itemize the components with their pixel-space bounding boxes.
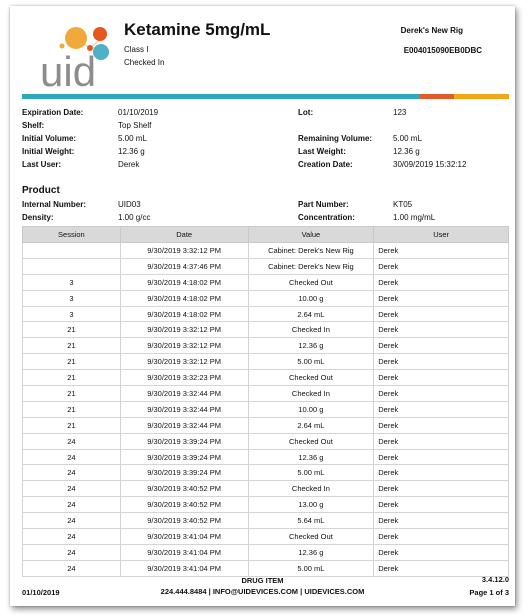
cell-date: 9/30/2019 3:32:12 PM — [120, 322, 248, 338]
table-row — [23, 258, 509, 274]
cell-session: 21 — [23, 370, 121, 386]
cell-date: 9/30/2019 3:32:12 PM — [120, 338, 248, 354]
table-row — [23, 417, 509, 433]
table-row — [23, 465, 509, 481]
accent-bar-gold — [454, 94, 509, 99]
cell-value: Cabinet: Derek's New Rig — [248, 243, 374, 259]
concentration-value: 1.00 mg/mL — [393, 213, 436, 222]
history-table — [22, 226, 509, 577]
cell-session: 24 — [23, 560, 121, 576]
cell-user: Derek — [374, 481, 509, 497]
remaining-volume-label: Remaining Volume: — [298, 134, 373, 143]
cell-session: 24 — [23, 449, 121, 465]
col-date-header: Date — [120, 227, 248, 243]
footer-page-number: Page 1 of 3 — [469, 588, 509, 597]
cell-user: Derek — [374, 306, 509, 322]
cell-value: 5.00 mL — [248, 465, 374, 481]
cell-date: 9/30/2019 3:39:24 PM — [120, 449, 248, 465]
cell-session: 24 — [23, 529, 121, 545]
creation-date-value: 30/09/2019 15:32:12 — [393, 160, 467, 169]
cell-user: Derek — [374, 274, 509, 290]
cell-value: 10.00 g — [248, 401, 374, 417]
cell-session — [23, 258, 121, 274]
cell-user: Derek — [374, 513, 509, 529]
rig-name: Derek's New Rig — [400, 26, 463, 35]
cell-session: 24 — [23, 497, 121, 513]
shelf-value: Top Shelf — [118, 121, 152, 130]
cell-value: Checked In — [248, 322, 374, 338]
density-value: 1.00 g/cc — [118, 213, 151, 222]
cell-date: 9/30/2019 4:18:02 PM — [120, 290, 248, 306]
cell-user: Derek — [374, 338, 509, 354]
cell-user: Derek — [374, 560, 509, 576]
cell-user: Derek — [374, 386, 509, 402]
report-page — [10, 6, 515, 606]
density-label: Density: — [22, 213, 54, 222]
table-row — [23, 560, 509, 576]
table-row — [23, 306, 509, 322]
cell-value: Checked In — [248, 481, 374, 497]
cell-date: 9/30/2019 3:40:52 PM — [120, 481, 248, 497]
table-row — [23, 433, 509, 449]
part-number-label: Part Number: — [298, 200, 349, 209]
cell-date: 9/30/2019 3:40:52 PM — [120, 497, 248, 513]
cell-session: 21 — [23, 417, 121, 433]
cell-value: Checked In — [248, 386, 374, 402]
remaining-volume-value: 5.00 mL — [393, 134, 422, 143]
table-row — [23, 354, 509, 370]
cell-date: 9/30/2019 3:39:24 PM — [120, 465, 248, 481]
internal-number-label: Internal Number: — [22, 200, 87, 209]
table-row — [23, 290, 509, 306]
cell-date: 9/30/2019 3:41:04 PM — [120, 529, 248, 545]
rig-id: E004015090EB0DBC — [403, 46, 482, 55]
cell-session: 24 — [23, 433, 121, 449]
table-header-row — [23, 227, 509, 243]
internal-number-value: UID03 — [118, 200, 141, 209]
cell-date: 9/30/2019 3:39:24 PM — [120, 433, 248, 449]
cell-session: 24 — [23, 465, 121, 481]
cell-session: 21 — [23, 401, 121, 417]
cell-value: 13.00 g — [248, 497, 374, 513]
creation-date-label: Creation Date: — [298, 160, 353, 169]
cell-value: Checked Out — [248, 370, 374, 386]
accent-bar-teal — [22, 94, 420, 99]
table-row — [23, 401, 509, 417]
initial-weight-label: Initial Weight: — [22, 147, 75, 156]
cell-value: Checked Out — [248, 433, 374, 449]
footer-date: 01/10/2019 — [22, 588, 60, 597]
accent-bar-orange — [420, 94, 454, 99]
cell-session: 21 — [23, 322, 121, 338]
cell-user: Derek — [374, 290, 509, 306]
cell-session: 3 — [23, 306, 121, 322]
expiration-label: Expiration Date: — [22, 108, 84, 117]
cell-session: 24 — [23, 544, 121, 560]
cell-user: Derek — [374, 465, 509, 481]
cell-user: Derek — [374, 370, 509, 386]
cell-user: Derek — [374, 449, 509, 465]
cell-date: 9/30/2019 3:32:12 PM — [120, 243, 248, 259]
cell-session: 21 — [23, 386, 121, 402]
cell-date: 9/30/2019 4:37:46 PM — [120, 258, 248, 274]
cell-user: Derek — [374, 544, 509, 560]
table-row — [23, 243, 509, 259]
uid-logo — [38, 18, 124, 90]
page-title: Ketamine 5mg/mL — [124, 20, 271, 39]
table-row — [23, 386, 509, 402]
initial-volume-value: 5.00 mL — [118, 134, 147, 143]
table-row — [23, 544, 509, 560]
table-row — [23, 513, 509, 529]
cell-value: 12.36 g — [248, 449, 374, 465]
cell-value: 5.00 mL — [248, 354, 374, 370]
last-user-value: Derek — [118, 160, 140, 169]
cell-value: 5.00 mL — [248, 560, 374, 576]
cell-date: 9/30/2019 3:32:23 PM — [120, 370, 248, 386]
initial-weight-value: 12.36 g — [118, 147, 145, 156]
table-row — [23, 529, 509, 545]
cell-user: Derek — [374, 401, 509, 417]
shelf-label: Shelf: — [22, 121, 45, 130]
last-weight-value: 12.36 g — [393, 147, 420, 156]
table-row — [23, 481, 509, 497]
footer-contact: 224.444.8484 | INFO@UIDEVICES.COM | UIDEVICES.COM — [160, 587, 365, 596]
cell-user: Derek — [374, 417, 509, 433]
cell-date: 9/30/2019 4:18:02 PM — [120, 306, 248, 322]
col-user-header: User — [374, 227, 509, 243]
drug-class: Class I — [124, 45, 149, 54]
cell-session: 24 — [23, 513, 121, 529]
cell-value: 2.64 mL — [248, 306, 374, 322]
table-body — [23, 243, 509, 577]
cell-user: Derek — [374, 243, 509, 259]
cell-session: 21 — [23, 338, 121, 354]
cell-session: 21 — [23, 354, 121, 370]
table-row — [23, 338, 509, 354]
footer-title: DRUG ITEM — [241, 576, 284, 585]
cell-value: 2.64 mL — [248, 417, 374, 433]
cell-date: 9/30/2019 3:32:12 PM — [120, 354, 248, 370]
initial-volume-label: Initial Volume: — [22, 134, 77, 143]
cell-user: Derek — [374, 529, 509, 545]
part-number-value: KT05 — [393, 200, 413, 209]
cell-value: Checked Out — [248, 529, 374, 545]
lot-value: 123 — [393, 108, 407, 117]
cell-value: Checked Out — [248, 274, 374, 290]
cell-user: Derek — [374, 322, 509, 338]
cell-session: 3 — [23, 290, 121, 306]
cell-session: 24 — [23, 481, 121, 497]
table-row — [23, 370, 509, 386]
item-status: Checked In — [124, 58, 165, 67]
cell-date: 9/30/2019 3:32:44 PM — [120, 386, 248, 402]
table-row — [23, 274, 509, 290]
cell-value: 10.00 g — [248, 290, 374, 306]
concentration-label: Concentration: — [298, 213, 355, 222]
cell-user: Derek — [374, 433, 509, 449]
cell-date: 9/30/2019 3:40:52 PM — [120, 513, 248, 529]
table-row — [23, 449, 509, 465]
footer-version: 3.4.12.0 — [481, 575, 509, 584]
cell-date: 9/30/2019 3:32:44 PM — [120, 401, 248, 417]
table-row — [23, 497, 509, 513]
col-value-header: Value — [248, 227, 374, 243]
cell-value: Cabinet: Derek's New Rig — [248, 258, 374, 274]
cell-user: Derek — [374, 258, 509, 274]
product-heading: Product — [22, 185, 60, 196]
cell-value: 12.36 g — [248, 338, 374, 354]
cell-user: Derek — [374, 354, 509, 370]
logo-text: uid — [40, 48, 97, 90]
cell-date: 9/30/2019 4:18:02 PM — [120, 274, 248, 290]
lot-label: Lot: — [298, 108, 314, 117]
col-session-header: Session — [23, 227, 121, 243]
cell-session: 3 — [23, 274, 121, 290]
cell-date: 9/30/2019 3:41:04 PM — [120, 560, 248, 576]
cell-value: 12.36 g — [248, 544, 374, 560]
cell-session — [23, 243, 121, 259]
cell-date: 9/30/2019 3:32:44 PM — [120, 417, 248, 433]
expiration-value: 01/10/2019 — [118, 108, 159, 117]
table-row — [23, 322, 509, 338]
cell-date: 9/30/2019 3:41:04 PM — [120, 544, 248, 560]
cell-user: Derek — [374, 497, 509, 513]
cell-value: 5.64 mL — [248, 513, 374, 529]
last-weight-label: Last Weight: — [298, 147, 346, 156]
last-user-label: Last User: — [22, 160, 62, 169]
